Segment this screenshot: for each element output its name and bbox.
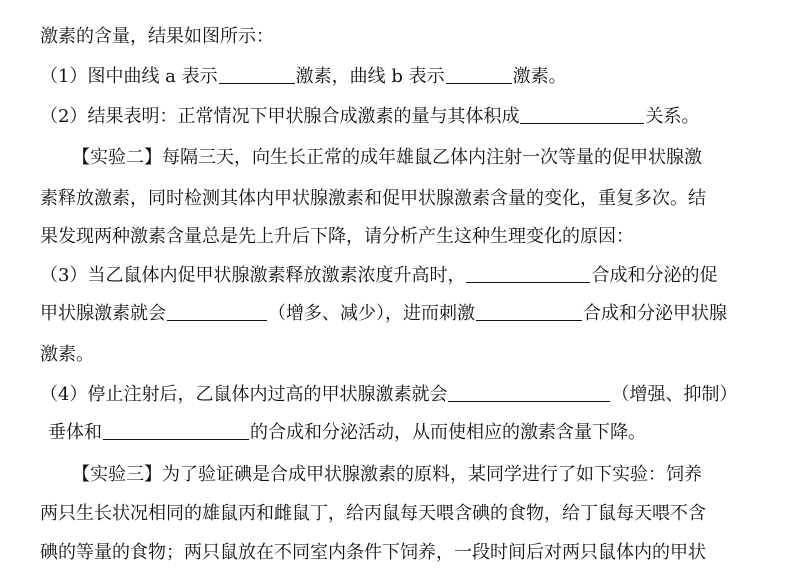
text-line [40, 20, 274, 54]
text-line [40, 182, 706, 216]
answer-blank [466, 262, 590, 283]
experiment-3-line [72, 458, 702, 492]
line-text: （增强、抑制） [611, 384, 738, 405]
line-text: 激素。 [512, 66, 567, 87]
line-text: （3）当乙鼠体内促甲状腺激素释放激素浓度升高时， [40, 265, 466, 286]
line-text: 激素。 [40, 344, 94, 365]
text-line [40, 338, 94, 372]
line-text: 合成和分泌甲状腺 [583, 303, 727, 324]
answer-blank [446, 63, 512, 84]
line-text: （1）图中曲线 a 表示 [40, 66, 218, 87]
answer-blank [448, 381, 610, 402]
answer-blank [219, 63, 295, 84]
line-text: 果发现两种激素含量总是先上升后下降，请分析产生这种生理变化的原因： [40, 226, 634, 247]
text-line [40, 497, 706, 531]
question-1-line [40, 60, 567, 94]
line-text: 【实验二】每隔三天，向生长正常的成年雄鼠乙体内注射一次等量的促甲状腺激 [72, 147, 702, 168]
line-text: 碘的等量的食物；两只鼠放在不同室内条件下饲养，一段时间后对两只鼠体内的甲状 [40, 542, 706, 563]
line-text: 【实验三】为了验证碘是合成甲状腺激素的原料，某同学进行了如下实验：饲养 [72, 464, 702, 485]
question-2-line [40, 100, 699, 134]
answer-blank [476, 300, 582, 321]
question-4-line-cont [48, 416, 646, 450]
line-text: （2）结果表明：正常情况下甲状腺合成激素的量与其体积成 [40, 106, 520, 127]
line-text: 关系。 [645, 106, 700, 127]
line-text: 两只生长状况相同的雄鼠丙和雌鼠丁，给丙鼠每天喂含碘的食物，给丁鼠每天喂不含 [40, 503, 706, 524]
line-text: 素释放激素，同时检测其体内甲状腺激素和促甲状腺激素含量的变化，重复多次。结 [40, 188, 706, 209]
line-text: （4）停止注射后，乙鼠体内过高的甲状腺激素就会 [40, 384, 448, 405]
text-line [40, 536, 706, 570]
text-line [40, 220, 634, 254]
answer-blank [103, 419, 249, 440]
line-text: 激素的含量，结果如图所示： [40, 26, 274, 47]
line-text: 垂体和 [48, 422, 102, 443]
question-4-line [40, 378, 737, 412]
question-3-line [40, 259, 717, 293]
line-text: 激素，曲线 b 表示 [295, 66, 445, 87]
line-text: 合成和分泌的促 [591, 265, 718, 286]
question-3-line-cont [40, 297, 727, 331]
answer-blank [520, 103, 644, 124]
line-text: 甲状腺激素就会 [40, 303, 166, 324]
line-text: （增多、减少），进而刺激 [268, 303, 475, 324]
experiment-2-line [72, 141, 702, 175]
line-text: 的合成和分泌活动，从而使相应的激素含量下降。 [250, 422, 646, 443]
answer-blank [167, 300, 267, 321]
